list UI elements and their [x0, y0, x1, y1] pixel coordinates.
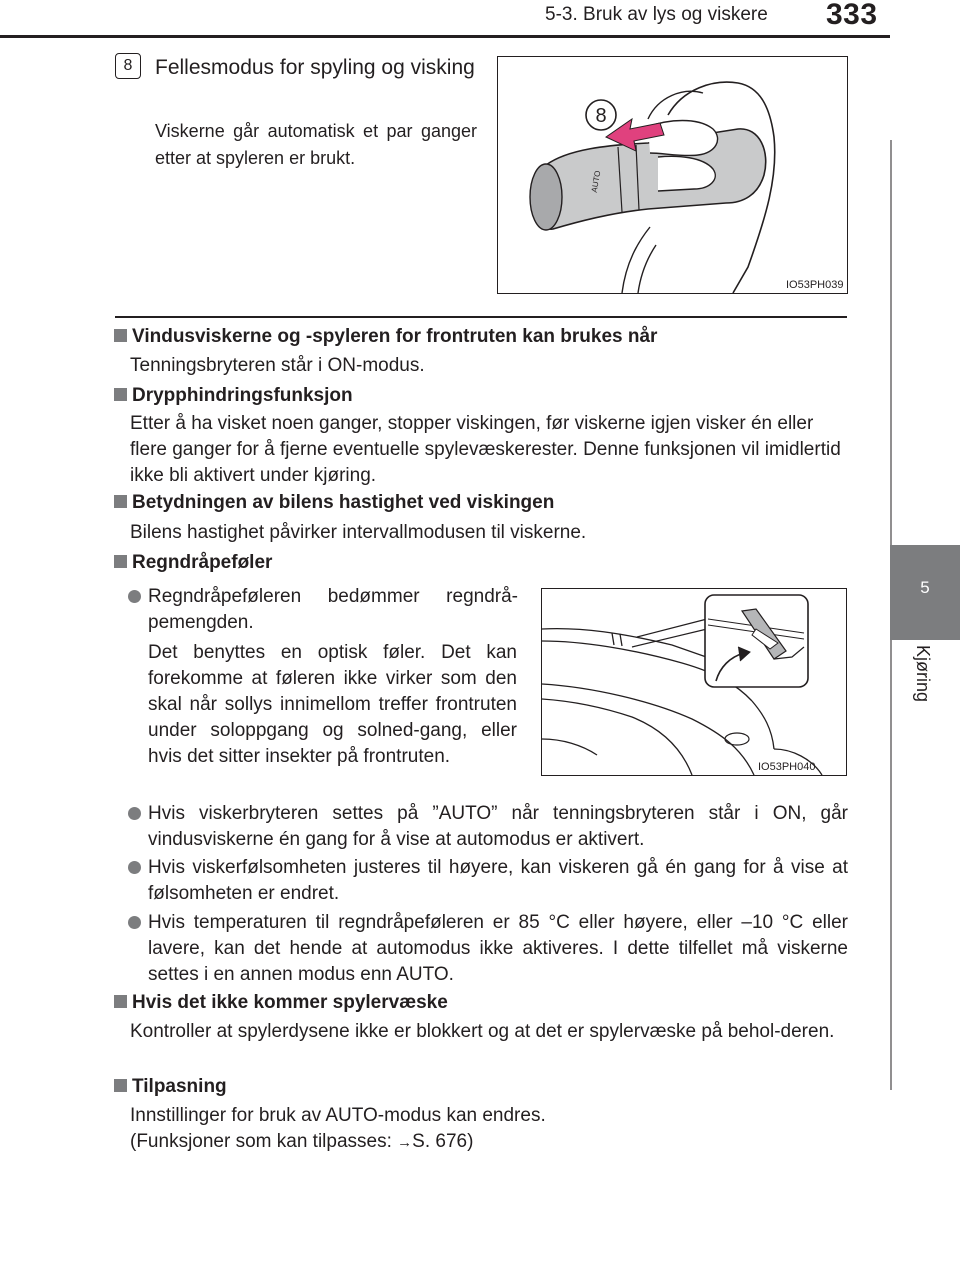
note-text: Innstillinger for bruk av AUTO-modus kan endres. [130, 1105, 546, 1126]
note-heading: Betydningen av bilens hastighet ved viskingen [132, 492, 555, 513]
rain-sensor-subtext: Det benyttes en optisk føler. Det kan forekomme at føleren ikke virker som den skal når sollys innimellom treffer frontruten under soloppgang og solned-gang, eller hvis det sitter insekter på frontruten. [148, 642, 517, 767]
item-description: Viskerne går automatisk et par ganger etter at spyleren er brukt. [155, 121, 477, 168]
bullet-line: pemengden. [148, 612, 254, 633]
bullet-text: Hvis temperaturen til regndråpeføleren er 85 °C eller høyere, eller –10 °C eller lavere, kan det hende at automodus ikke aktiveres. I dette tilfellet må viskerne settes i en annen modus enn AUTO. [148, 912, 848, 985]
figure-code: IO53PH040 [758, 761, 816, 773]
rain-sensor-drawing [542, 589, 846, 775]
page-number: 333 [826, 0, 878, 31]
circle-bullet [128, 916, 141, 929]
note-text: Tenningsbryteren står i ON-modus. [130, 355, 425, 376]
square-bullet [114, 995, 127, 1008]
circle-bullet [128, 861, 141, 874]
bullet-line: Regndråpeføleren bedømmer regndrå- [148, 586, 518, 607]
note-1 [114, 326, 849, 379]
note-text: Etter å ha visket noen ganger, stopper viskingen, før viskerne igjen visker én eller flere ganger for å fjerne eventuelle spylevæskerester. Denne funksjonen vil imidlertid ikke bli aktivert under kjøring. [130, 413, 841, 486]
note-heading: Regndråpeføler [132, 552, 273, 573]
rain-sensor-bullet-1 [148, 584, 518, 636]
rain-sensor-bullet-2 [148, 801, 848, 853]
wiper-stalk-drawing [498, 57, 847, 293]
note-text: Bilens hastighet påvirker intervallmodusen til viskerne. [130, 522, 587, 543]
bullet-text: Hvis viskerbryteren settes på ”AUTO” når tenningsbryteren står i ON, går vindusviskerne én gang for å vise at automodus er aktivert. [148, 803, 848, 850]
wiper-stalk-illustration [497, 56, 848, 294]
page-reference-link[interactable]: S. 676) [412, 1131, 474, 1152]
note-heading: Tilpasning [132, 1076, 227, 1097]
square-bullet [114, 329, 127, 342]
square-bullet [114, 1079, 127, 1092]
chapter-title: Kjøring [913, 645, 933, 703]
section-divider [115, 316, 847, 318]
reference-arrow-icon: → [397, 1134, 413, 1151]
note-3 [114, 492, 849, 546]
figure-code: IO53PH039 [786, 279, 844, 291]
circle-bullet [128, 590, 141, 603]
section-title: 5-3. Bruk av lys og viskere [545, 4, 768, 25]
rain-sensor-illustration [541, 588, 847, 776]
stalk-auto-label: AUTO [589, 169, 603, 194]
figure-callout-8: 8 [595, 105, 607, 127]
rain-sensor-bullet-4 [148, 910, 848, 988]
chapter-number: 5 [920, 578, 930, 597]
reference-prefix: (Funksjoner som kan tilpasses: [130, 1131, 392, 1152]
item-title: Fellesmodus for spyling og visking [155, 56, 475, 79]
square-bullet [114, 388, 127, 401]
chapter-tab [890, 0, 960, 1263]
header-rule [0, 35, 890, 38]
note-heading: Hvis det ikke kommer spylervæske [132, 992, 448, 1013]
note-text: Kontroller at spylerdysene ikke er blokkert og at det er spylervæske på behol-deren. [130, 1021, 835, 1042]
note-2 [114, 385, 849, 489]
step-number-badge: 8 [115, 53, 141, 79]
rain-sensor-bullet-3 [148, 855, 848, 907]
note-text-reference [130, 1129, 849, 1156]
square-bullet [114, 555, 127, 568]
bullet-text: Hvis viskerfølsomheten justeres til høyere, kan viskeren gå én gang for å vise at følsomheten er endret. [148, 857, 848, 904]
circle-bullet [128, 807, 141, 820]
note-heading: Vindusviskerne og -spyleren for frontruten kan brukes når [132, 326, 658, 347]
note-washer [114, 992, 849, 1045]
note-4 [114, 552, 849, 574]
note-customization [114, 1076, 849, 1156]
square-bullet [114, 495, 127, 508]
note-heading: Drypphindringsfunksjon [132, 385, 353, 406]
